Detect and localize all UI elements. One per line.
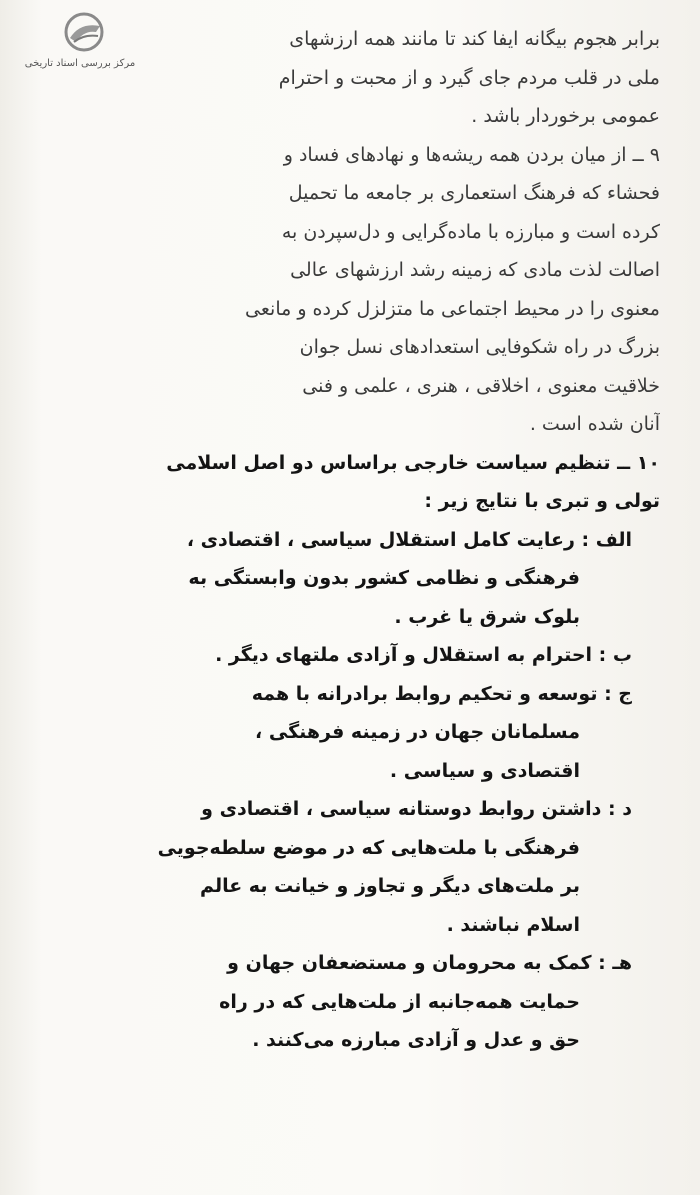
text-line: ب : احترام به استقلال و آزادی ملتهای دیگر . xyxy=(215,644,632,666)
text-line: ج : توسعه و تحکیم روابط برادرانه با همه xyxy=(251,682,632,705)
text-line: معنوی را در محیط اجتماعی ما متزلزل کرده و مانعی xyxy=(245,297,660,320)
text-line: عمومی برخوردار باشد . xyxy=(471,105,660,127)
text-line: برابر هجوم بیگانه ایفا کند تا مانند همه ارزشهای xyxy=(289,28,660,50)
text-line: حق و عدل و آزادی مبارزه می‌کنند . xyxy=(252,1029,580,1051)
text-line: بر ملت‌های دیگر و تجاوز و خیانت به عالم xyxy=(200,875,580,897)
text-line: فرهنگی با ملت‌هایی که در موضع سلطه‌جویی xyxy=(157,836,580,859)
text-line: اقتصادی و سیاسی . xyxy=(389,759,580,782)
text-line: کرده است و مبارزه با ماده‌گرایی و دل‌سپردن به xyxy=(281,220,660,243)
text-line: بزرگ در راه شکوفایی استعدادهای نسل جوان xyxy=(299,336,660,358)
text-line: خلاقیت معنوی ، اخلاقی ، هنری ، علمی و فنی xyxy=(302,374,660,397)
document-text xyxy=(100,20,660,1060)
text-line: مسلمانان جهان در زمینه فرهنگی ، xyxy=(255,721,580,743)
archive-logo-caption: مرکز بررسی اسناد تاریخی xyxy=(24,58,136,69)
text-line: تولی و تبری با نتایج زیر : xyxy=(424,490,660,512)
text-line: آنان شده است . xyxy=(529,413,660,435)
text-line: د : داشتن روابط دوستانه سیاسی ، اقتصادی و xyxy=(201,798,632,820)
text-line: حمایت همه‌جانبه از ملت‌هایی که در راه xyxy=(219,990,580,1013)
text-line: ۱۰ ــ تنظیم سیاست خارجی براساس دو اصل اسلامی xyxy=(166,451,660,474)
text-line: بلوک شرق یا غرب . xyxy=(394,605,580,628)
text-line: اسلام نباشند . xyxy=(446,913,580,936)
text-line: ۹ ــ از میان بردن همه ریشه‌ها و نهادهای فساد و xyxy=(283,143,660,166)
text-line: الف : رعایت کامل استقلال سیاسی ، اقتصادی ، xyxy=(186,528,632,551)
text-line: هـ : کمک به محرومان و مستضعفان جهان و xyxy=(227,952,632,974)
text-line: فرهنگی و نظامی کشور بدون وابستگی به xyxy=(188,567,580,589)
text-line: ملی در قلب مردم جای گیرد و از محبت و احترام xyxy=(278,66,660,89)
text-line: فحشاء که فرهنگ استعماری بر جامعه ما تحمیل xyxy=(288,182,660,204)
text-line: اصالت لذت مادی که زمینه رشد ارزشهای عالی xyxy=(290,259,660,281)
